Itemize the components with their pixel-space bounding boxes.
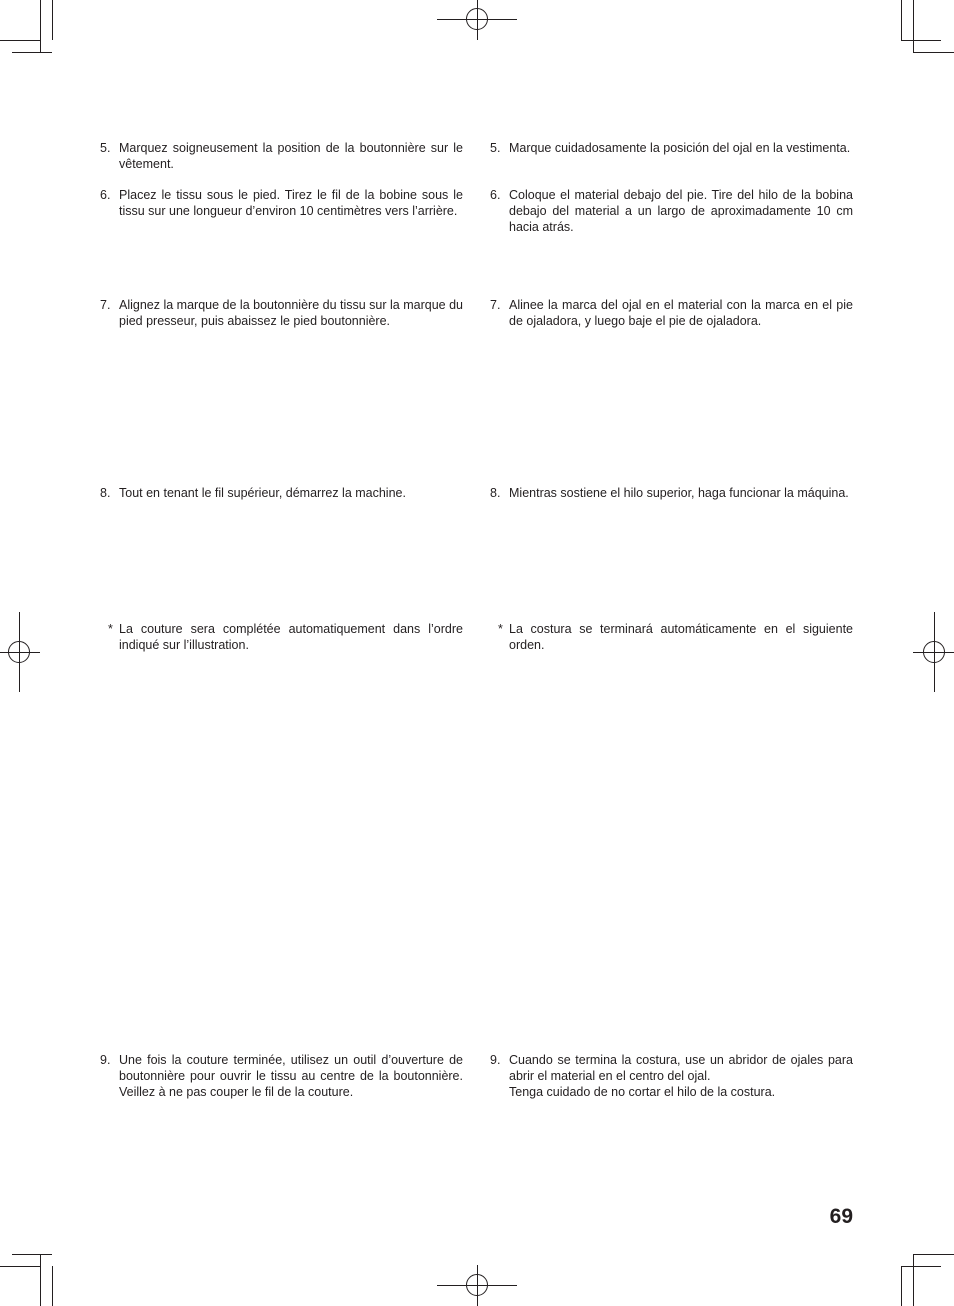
step-text-line-2: Tenga cuidado de no cortar el hilo de la costura. [509, 1085, 776, 1099]
note-text: La costura se terminará automáticamente en el siguiente orden. [509, 622, 853, 652]
step-number: 7. [100, 298, 111, 312]
fr-step-7 [100, 297, 463, 329]
step-text: Marque cuidadosamente la posición del ojal en la vestimenta. [509, 141, 851, 155]
step-text: Marquez soigneusement la position de la boutonnière sur le vêtement. [119, 141, 463, 171]
es-step-7 [490, 297, 853, 329]
es-step-8 [490, 485, 853, 501]
es-step-5 [490, 140, 853, 156]
step-number: 6. [490, 188, 501, 202]
step-text: Alinee la marca del ojal en el material con la marca en el pie de ojaladora, y luego baje el pie de ojaladora. [509, 298, 853, 328]
step-number: 7. [490, 298, 501, 312]
step-number: 9. [490, 1053, 501, 1067]
step-text: Une fois la couture terminée, utilisez un outil d’ouverture de boutonnière pour ouvrir le tissu au centre de la boutonnière. Veillez à ne pas couper le fil de la couture. [119, 1053, 463, 1099]
step-text: Cuando se termina la costura, use un abridor de ojales para abrir el material en el centro del ojal. [509, 1053, 853, 1083]
note-asterisk: * [108, 622, 113, 636]
step-number: 5. [100, 141, 111, 155]
step-text: Placez le tissu sous le pied. Tirez le fil de la bobine sous le tissu sur une longueur d’environ 10 centimètres vers l’arrière. [119, 188, 463, 218]
fr-step-8 [100, 485, 463, 501]
step-text: Mientras sostiene el hilo superior, haga funcionar la máquina. [509, 486, 849, 500]
step-text: Alignez la marque de la boutonnière du tissu sur la marque du pied presseur, puis abaissez le pied boutonnière. [119, 298, 463, 328]
step-number: 5. [490, 141, 501, 155]
fr-step-6 [100, 187, 463, 219]
step-number: 8. [100, 486, 111, 500]
fr-note [100, 621, 463, 653]
es-note [490, 621, 853, 653]
note-asterisk: * [498, 622, 503, 636]
step-number: 9. [100, 1053, 111, 1067]
fr-step-9 [100, 1052, 463, 1100]
step-number: 6. [100, 188, 111, 202]
page-number: 69 [829, 1205, 853, 1228]
step-number: 8. [490, 486, 501, 500]
step-text: Tout en tenant le fil supérieur, démarrez la machine. [119, 486, 406, 500]
es-step-9 [490, 1052, 853, 1100]
note-text: La couture sera complétée automatiquement dans l’ordre indiqué sur l’illustration. [119, 622, 463, 652]
step-text: Coloque el material debajo del pie. Tire del hilo de la bobina debajo del material a un largo de aproximadamente 10 cm hacia atrás. [509, 188, 853, 234]
es-step-6 [490, 187, 853, 235]
fr-step-5 [100, 140, 463, 172]
